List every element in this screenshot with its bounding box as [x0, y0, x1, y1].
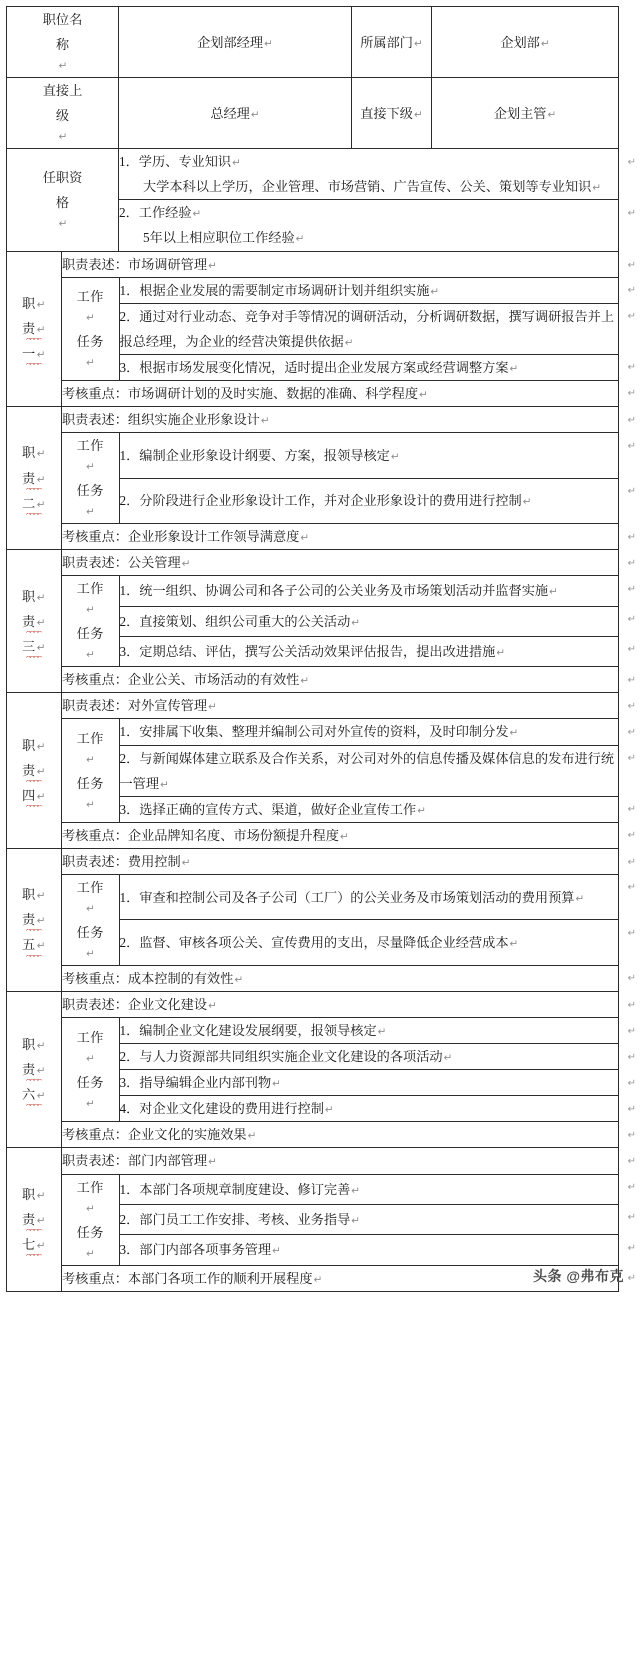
- paragraph-mark: ↵: [300, 532, 310, 545]
- duty-index-label: [7, 992, 62, 1148]
- duty-label-char: 职↵: [22, 1186, 46, 1202]
- duty-task-3: 3．指导编辑企业内部刊物↵: [119, 1070, 619, 1096]
- paragraph-mark: ↵: [509, 938, 519, 951]
- duty-task-row: [62, 303, 619, 354]
- tasks-label-line: 工作 ↵: [62, 875, 119, 920]
- duty-label-char: 责↵: [7, 609, 61, 634]
- qualification-body: 大学本科以上学历，企业管理、市场营销、广告宣传、公关、策划等专业知识↵: [143, 179, 602, 195]
- duty-task-2: 2．与人力资源部共同组织实施企业文化建设的各项活动↵: [119, 1044, 619, 1070]
- paragraph-mark: ↵: [264, 37, 273, 50]
- duty-label-char: 二↵: [7, 491, 61, 516]
- duty-index-label: [7, 1148, 62, 1291]
- duty-task-row: [62, 433, 619, 479]
- duty-assessment: 考核重点：成本控制的有效性↵: [62, 965, 619, 991]
- paragraph-mark: ↵: [36, 940, 46, 953]
- duty-task-row: [62, 277, 619, 303]
- paragraph-mark: ↵: [430, 285, 440, 298]
- duty-label-char: 三↵: [7, 634, 61, 659]
- paragraph-mark: ↵: [260, 414, 270, 427]
- duty-statement: 职责表述：市场调研管理↵: [62, 252, 619, 278]
- paragraph-mark: ↵: [36, 791, 46, 804]
- duty-task-row: [62, 354, 619, 380]
- duty-assessment: 考核重点：企业文化的实施效果↵: [62, 1122, 619, 1148]
- paragraph-mark: ↵: [390, 450, 400, 463]
- duty-inner-table: [62, 252, 619, 406]
- paragraph-mark: ↵: [413, 108, 423, 121]
- header-value-1: 总经理↵: [119, 78, 352, 149]
- duty-task-row: [62, 745, 619, 796]
- paragraph-mark: ↵: [36, 766, 46, 779]
- duty-task-row: [62, 1070, 619, 1096]
- paragraph-mark: ↵: [86, 1097, 96, 1110]
- paragraph-mark: ↵: [36, 473, 46, 486]
- duty-task-row: [62, 1018, 619, 1044]
- paragraph-mark: ↵: [86, 1052, 96, 1065]
- header-value2-1: 企划主管↵: [432, 78, 619, 149]
- header-row: [7, 7, 619, 78]
- paragraph-mark: ↵: [509, 727, 519, 740]
- duty-label-char: 职↵: [22, 887, 46, 903]
- paragraph-mark: ↵: [208, 1156, 217, 1169]
- paragraph-mark: ↵: [250, 108, 260, 121]
- tasks-label-line: 工作 ↵: [62, 576, 119, 621]
- duty-label-char: 一↵: [7, 341, 61, 366]
- paragraph-mark: ↵: [86, 356, 96, 369]
- duty-statement-row: [62, 407, 619, 433]
- paragraph-mark: ↵: [208, 259, 217, 272]
- duty-assessment-row: [62, 524, 619, 550]
- paragraph-mark: ↵: [36, 498, 46, 511]
- qualification-row: [7, 149, 619, 200]
- duty-label-char: 职↵: [22, 296, 46, 312]
- duty-content: [62, 992, 619, 1148]
- paragraph-mark: ↵: [36, 616, 46, 629]
- duty-task-row: [62, 796, 619, 822]
- duty-statement: 职责表述：公关管理↵: [62, 550, 619, 576]
- paragraph-mark: ↵: [58, 60, 68, 73]
- tasks-label-line: 任务 ↵: [62, 920, 119, 965]
- paragraph-marks-margin: ↵ ↵ ↵ ↵ ↵ ↵ ↵ ↵ ↵ ↵ ↵ ↵ ↵ ↵ ↵ ↵ ↵ ↵ ↵ ↵ ↵ ↵ ↵ ↵ ↵ ↵ ↵ ↵ ↵ ↵ ↵ ↵ ↵ ↵ ↵ ↵: [627, 157, 636, 1284]
- paragraph-mark: ↵: [234, 973, 244, 986]
- header-value-0: 企划部经理↵: [119, 7, 352, 78]
- paragraph-mark: ↵: [58, 131, 68, 144]
- duty-statement-row: [62, 550, 619, 576]
- duty-inner-table: [62, 693, 619, 847]
- paragraph-mark: ↵: [377, 1026, 387, 1039]
- header-label-line: 直接上: [42, 83, 83, 99]
- duty-task-3: 3．部门内部各项事务管理↵: [119, 1235, 619, 1265]
- qualification-title: 1．学历、专业知识↵: [119, 154, 241, 170]
- paragraph-mark: ↵: [36, 1240, 46, 1253]
- duty-index-label: [7, 693, 62, 848]
- duty-task-1: 1．统一组织、协调公司和各子公司的公关业务及市场策划活动并监督实施↵: [119, 576, 619, 606]
- duty-block-1: [7, 251, 619, 406]
- tasks-label-line: 任务 ↵: [62, 1220, 119, 1265]
- duty-label-char: 责↵: [7, 1207, 61, 1232]
- paragraph-mark: ↵: [272, 1245, 281, 1258]
- tasks-label-line: 任务 ↵: [62, 621, 119, 666]
- tasks-label-line: 任务 ↵: [62, 1070, 119, 1115]
- paragraph-mark: ↵: [86, 1202, 96, 1215]
- duty-statement: 职责表述：费用控制↵: [62, 849, 619, 875]
- tasks-label-line: 任务 ↵: [62, 771, 119, 816]
- paragraph-mark: ↵: [351, 616, 361, 629]
- qualification-label-line: 格 ↵: [7, 190, 118, 235]
- paragraph-mark: ↵: [272, 1078, 281, 1091]
- paragraph-mark: ↵: [36, 890, 46, 903]
- paragraph-mark: ↵: [295, 233, 305, 246]
- duty-task-2: 2．与新闻媒体建立联系及合作关系，对公司对外的信息传播及媒体信息的发布进行统一管理↵: [119, 745, 619, 796]
- paragraph-mark: ↵: [247, 1130, 257, 1143]
- paragraph-mark: ↵: [86, 798, 96, 811]
- qualification-item-0: [119, 149, 619, 200]
- paragraph-mark: ↵: [86, 461, 96, 474]
- duty-label-char: 五↵: [7, 932, 61, 957]
- duty-assessment-row: [62, 380, 619, 406]
- duty-task-4: 4．对企业文化建设的费用进行控制↵: [119, 1096, 619, 1122]
- paragraph-mark: ↵: [540, 37, 550, 50]
- duty-task-2: 2．监督、审核各项公关、宣传费用的支出，尽量降低企业经营成本↵: [119, 920, 619, 966]
- header-label-line: 称 ↵: [7, 32, 118, 77]
- duty-assessment-row: [62, 667, 619, 693]
- qualification-body: 5年以上相应职位工作经验↵: [143, 230, 305, 246]
- paragraph-mark: ↵: [417, 804, 427, 817]
- duty-content: [62, 406, 619, 549]
- paragraph-mark: ↵: [86, 649, 96, 662]
- duty-task-1: 1．编制企业形象设计纲要、方案，报领导核定↵: [119, 433, 619, 479]
- paragraph-mark: ↵: [575, 892, 585, 905]
- tasks-label: [62, 874, 119, 965]
- header-label-1: [7, 78, 119, 149]
- duty-inner-table: [62, 407, 619, 549]
- duty-task-1: 1．审查和控制公司及各子公司（工厂）的公关业务及市场策划活动的费用预算↵: [119, 874, 619, 920]
- duty-content: [62, 848, 619, 991]
- paragraph-mark: ↵: [36, 448, 46, 461]
- duty-task-row: [62, 636, 619, 666]
- paragraph-mark: ↵: [86, 947, 96, 960]
- duty-content: [62, 251, 619, 406]
- duty-assessment-row: [62, 822, 619, 848]
- duty-index-label: [7, 848, 62, 991]
- duty-index-label: [7, 251, 62, 406]
- duty-assessment: 考核重点：本部门各项工作的顺利开展程度↵: [62, 1265, 619, 1291]
- header-label2-0: 所属部门↵: [352, 7, 432, 78]
- duty-task-row: [62, 1044, 619, 1070]
- paragraph-mark: ↵: [86, 902, 96, 915]
- duty-inner-table: [62, 550, 619, 692]
- duty-task-3: 3．根据市场发展变化情况，适时提出企业发展方案或经营调整方案↵: [119, 354, 619, 380]
- duty-block-3: [7, 550, 619, 693]
- paragraph-mark: ↵: [351, 1215, 361, 1228]
- duty-label-char: 责↵: [7, 758, 61, 783]
- paragraph-mark: ↵: [522, 496, 532, 509]
- duty-task-row: [62, 1096, 619, 1122]
- duty-task-row: [62, 920, 619, 966]
- paragraph-mark: ↵: [344, 336, 354, 349]
- paragraph-mark: ↵: [443, 1052, 453, 1065]
- duty-block-7: [7, 1148, 619, 1291]
- qualification-label: [7, 149, 119, 251]
- tasks-label-line: 任务 ↵: [62, 478, 119, 523]
- duty-label-char: 职↵: [22, 1037, 46, 1053]
- duty-task-1: 1．编制企业文化建设发展纲要，报领导核定↵: [119, 1018, 619, 1044]
- duty-task-1: 1．根据企业发展的需要制定市场调研计划并组织实施↵: [119, 277, 619, 303]
- header-label-line: 职位名: [42, 12, 83, 27]
- paragraph-mark: ↵: [36, 1065, 46, 1078]
- paragraph-mark: ↵: [339, 830, 349, 843]
- duty-content: [62, 693, 619, 848]
- paragraph-mark: ↵: [86, 753, 96, 766]
- duty-assessment: 考核重点：企业品牌知名度、市场份额提升程度↵: [62, 822, 619, 848]
- header-value2-0: 企划部↵: [432, 7, 619, 78]
- paragraph-mark: ↵: [592, 182, 602, 195]
- duty-task-row: [62, 1204, 619, 1234]
- duty-task-row: [62, 874, 619, 920]
- paragraph-mark: ↵: [324, 1104, 334, 1117]
- duty-label-char: 七↵: [7, 1232, 61, 1257]
- duty-block-4: [7, 693, 619, 848]
- duty-label-char: 责↵: [7, 907, 61, 932]
- watermark: [533, 1266, 624, 1286]
- header-row: [7, 78, 619, 149]
- paragraph-mark: ↵: [208, 701, 217, 714]
- duty-block-6: [7, 992, 619, 1148]
- tasks-label-line: 工作 ↵: [62, 726, 119, 771]
- tasks-label-line: 工作 ↵: [62, 284, 119, 329]
- duty-assessment: 考核重点：企业公关、市场活动的有效性↵: [62, 667, 619, 693]
- paragraph-mark: ↵: [300, 675, 310, 688]
- paragraph-mark: ↵: [36, 591, 46, 604]
- duty-assessment: 考核重点：企业形象设计工作领导满意度↵: [62, 524, 619, 550]
- duty-label-char: 责↵: [7, 1057, 61, 1082]
- duty-statement: 职责表述：对外宣传管理↵: [62, 693, 619, 719]
- tasks-label-line: 工作 ↵: [62, 1025, 119, 1070]
- paragraph-mark: ↵: [36, 641, 46, 654]
- duty-task-2: 2．通过对行业动态、竞争对手等情况的调研活动，分析调研数据，撰写调研报告并上报总经理，为企业的经营决策提供依据↵: [119, 303, 619, 354]
- paragraph-mark: ↵: [181, 558, 191, 571]
- paragraph-mark: ↵: [36, 1090, 46, 1103]
- tasks-label: [62, 719, 119, 822]
- duty-task-3: 3．定期总结、评估，撰写公关活动效果评估报告，提出改进措施↵: [119, 636, 619, 666]
- duty-task-1: 1．本部门各项规章制度建设、修订完善↵: [119, 1174, 619, 1204]
- duty-statement: 职责表述：部门内部管理↵: [62, 1148, 619, 1174]
- duty-task-row: [62, 719, 619, 745]
- duty-task-row: [62, 1174, 619, 1204]
- duty-task-row: [62, 1235, 619, 1265]
- paragraph-mark: ↵: [413, 37, 423, 50]
- paragraph-mark: ↵: [192, 208, 202, 221]
- duty-label-char: 职↵: [22, 445, 46, 461]
- paragraph-mark: ↵: [509, 362, 519, 375]
- duty-label-char: 责↵: [7, 316, 61, 341]
- paragraph-mark: ↵: [36, 740, 46, 753]
- duty-index-label: [7, 406, 62, 549]
- duty-label-char: 六↵: [7, 1082, 61, 1107]
- duty-block-5: [7, 848, 619, 991]
- duty-statement-row: [62, 992, 619, 1018]
- duty-statement-row: [62, 1148, 619, 1174]
- duty-content: [62, 550, 619, 693]
- duty-task-row: [62, 576, 619, 606]
- duty-task-2: 2．直接策划、组织公司重大的公关活动↵: [119, 606, 619, 636]
- tasks-label: [62, 277, 119, 380]
- duty-statement-row: [62, 693, 619, 719]
- tasks-label: [62, 1174, 119, 1265]
- paragraph-mark: ↵: [36, 1215, 46, 1228]
- duty-task-row: [62, 478, 619, 524]
- duty-assessment-row: [62, 965, 619, 991]
- duty-index-label: [7, 550, 62, 693]
- tasks-label-line: 工作 ↵: [62, 1175, 119, 1220]
- paragraph-mark: ↵: [313, 1273, 323, 1286]
- paragraph-mark: ↵: [36, 349, 46, 362]
- duty-task-2: 2．部门员工工作安排、考核、业务指导↵: [119, 1204, 619, 1234]
- duty-statement: 职责表述：组织实施企业形象设计↵: [62, 407, 619, 433]
- paragraph-mark: ↵: [86, 604, 96, 617]
- paragraph-mark: ↵: [547, 108, 557, 121]
- duty-assessment-row: [62, 1122, 619, 1148]
- paragraph-mark: ↵: [36, 1040, 46, 1053]
- paragraph-mark: ↵: [58, 217, 68, 230]
- paragraph-mark: ↵: [549, 586, 558, 599]
- duty-label-char: 四↵: [7, 783, 61, 808]
- qualification-title: 2．工作经验↵: [119, 205, 202, 221]
- duty-task-2: 2．分阶段进行企业形象设计工作，并对企业形象设计的费用进行控制↵: [119, 478, 619, 524]
- paragraph-mark: ↵: [36, 299, 46, 312]
- duty-statement: 职责表述：企业文化建设↵: [62, 992, 619, 1018]
- duty-label-char: 职↵: [22, 737, 46, 753]
- duty-inner-table: [62, 992, 619, 1147]
- job-description-table: [6, 6, 619, 1292]
- paragraph-mark: ↵: [351, 1184, 361, 1197]
- duty-assessment: 考核重点：市场调研计划的及时实施、数据的准确、科学程度↵: [62, 380, 619, 406]
- tasks-label: [62, 1018, 119, 1122]
- duty-statement-row: [62, 849, 619, 875]
- paragraph-mark: ↵: [208, 1000, 217, 1012]
- paragraph-mark: ↵: [86, 506, 96, 519]
- duty-label-char: 职↵: [22, 588, 46, 604]
- tasks-label-line: 工作 ↵: [62, 433, 119, 478]
- header-label2-1: 直接下级↵: [352, 78, 432, 149]
- watermark-text: 头条 @弗布克: [532, 1267, 624, 1284]
- paragraph-mark: ↵: [36, 915, 46, 928]
- tasks-label-line: 任务 ↵: [62, 329, 119, 374]
- duty-task-1: 1．安排属下收集、整理并编制公司对外宣传的资料，及时印制分发↵: [119, 719, 619, 745]
- header-label-line: 级 ↵: [7, 103, 118, 148]
- duty-statement-row: [62, 252, 619, 278]
- paragraph-mark: ↵: [36, 324, 46, 337]
- paragraph-mark: ↵: [86, 1247, 96, 1260]
- qualification-item-1: [119, 200, 619, 251]
- paragraph-mark: ↵: [181, 856, 191, 869]
- paragraph-mark: ↵: [419, 388, 428, 401]
- paragraph-mark: ↵: [232, 157, 241, 170]
- duty-block-2: [7, 406, 619, 549]
- duty-task-row: [62, 606, 619, 636]
- paragraph-mark: ↵: [160, 778, 169, 791]
- paragraph-mark: ↵: [36, 1189, 46, 1202]
- duty-label-char: 责↵: [7, 466, 61, 491]
- tasks-label: [62, 576, 119, 667]
- paragraph-mark: ↵: [496, 647, 506, 660]
- tasks-label: [62, 433, 119, 524]
- duty-task-3: 3．选择正确的宣传方式、渠道，做好企业宣传工作↵: [119, 796, 619, 822]
- paragraph-mark: ↵: [86, 311, 96, 324]
- qualification-label-line: 任职资: [42, 169, 83, 185]
- duty-inner-table: [62, 849, 619, 991]
- header-label-0: [7, 7, 119, 78]
